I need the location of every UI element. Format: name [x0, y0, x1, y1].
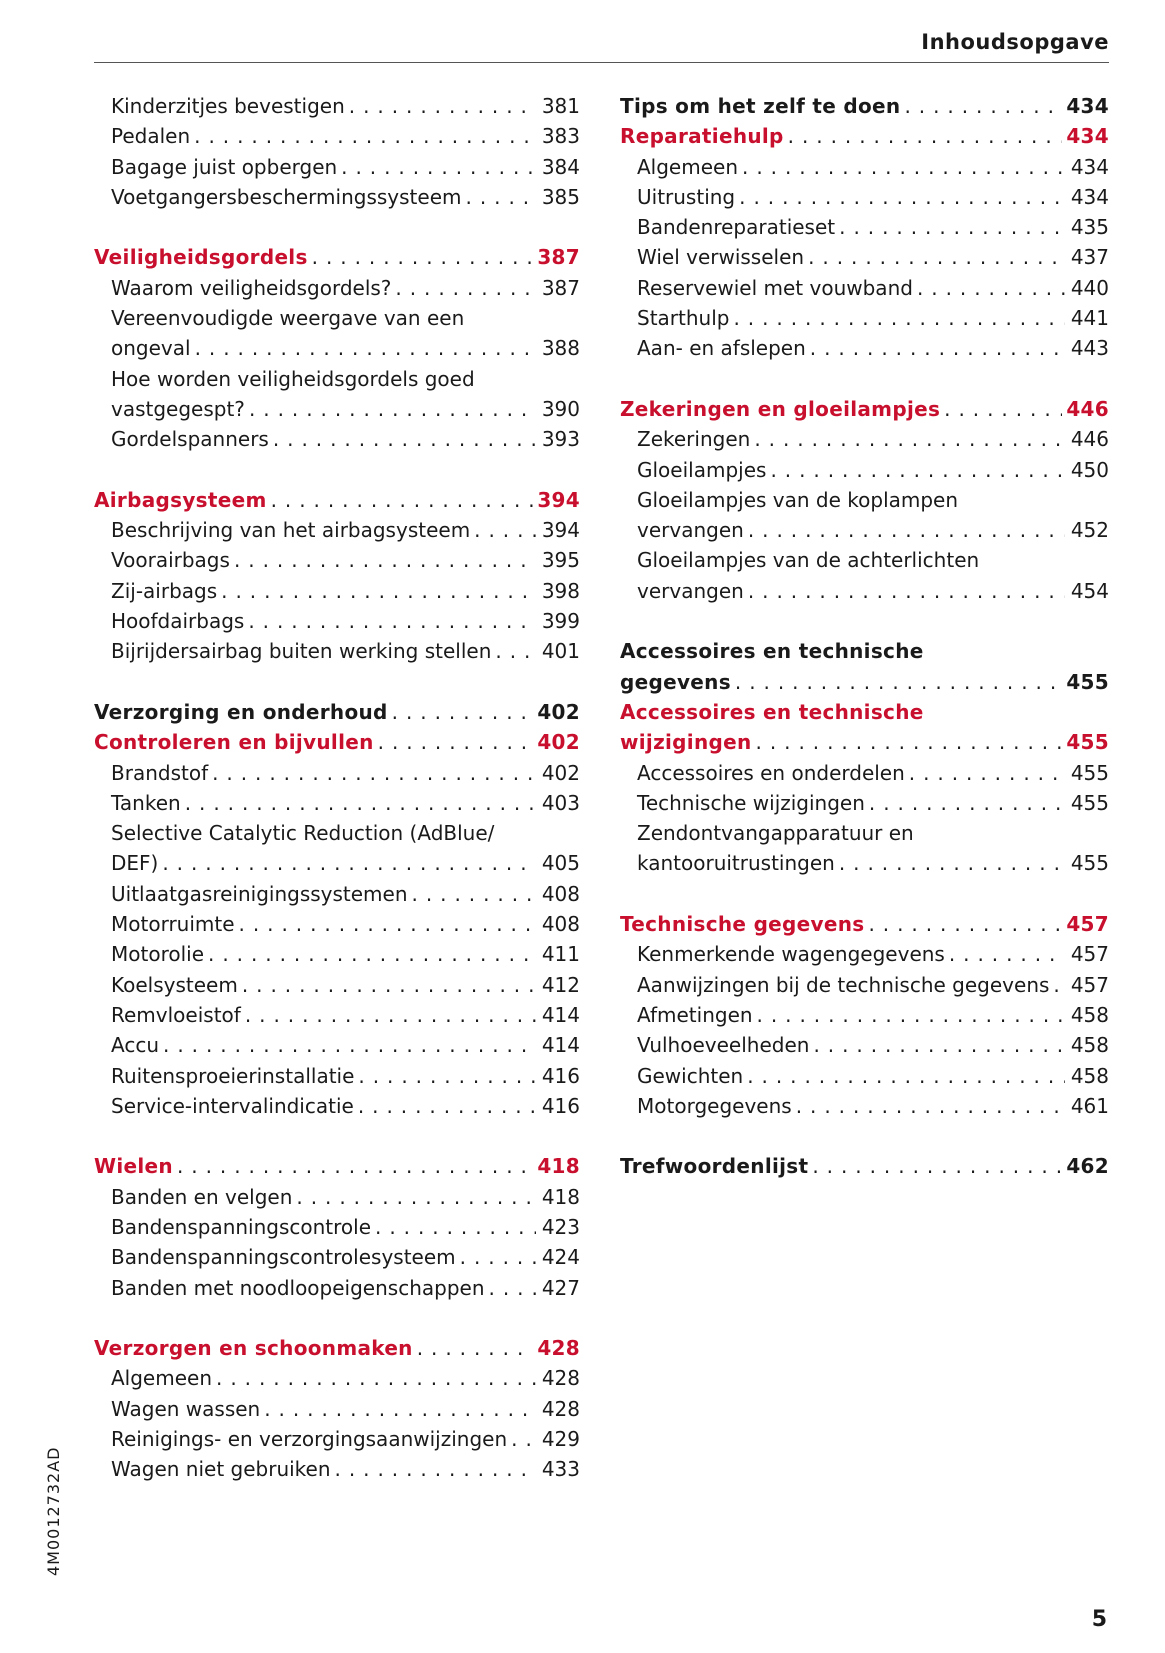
toc-entry-title: Uitlaatgasreinigingssystemen [111, 879, 408, 909]
toc-section-entry[interactable] [620, 758, 1109, 788]
dot-leader [194, 121, 536, 151]
toc-page-number: 423 [541, 1214, 580, 1239]
toc-entry-title: vervangen [637, 515, 744, 545]
toc-chapter-entry[interactable] [94, 697, 580, 727]
dot-leader [395, 273, 536, 303]
toc-chapter-entry[interactable] [620, 636, 1109, 697]
toc-page-number: 446 [1070, 427, 1109, 452]
toc-section-entry[interactable] [620, 1000, 1109, 1030]
toc-page-number: 403 [541, 790, 580, 815]
toc-chapter-entry[interactable] [620, 697, 1109, 758]
toc-entry-title: Algemeen [637, 152, 738, 182]
toc-page-number: 428 [537, 1336, 580, 1361]
toc-entry-title-line: Vereenvoudigde weergave van een [111, 306, 465, 331]
page-header-title: Inhoudsopgave [921, 30, 1109, 54]
toc-section-entry[interactable] [94, 788, 580, 818]
toc-entry-title-line: Accessoires en technische [620, 699, 924, 724]
toc-entry-title: Kinderzitjes bevestigen [111, 91, 345, 121]
toc-entry-title: Banden met noodloopeigenschappen [111, 1273, 485, 1303]
dot-leader [869, 788, 1065, 818]
dot-leader [812, 1151, 1062, 1181]
toc-page-number: 399 [541, 609, 580, 634]
dot-leader [375, 1212, 536, 1242]
dot-leader [248, 606, 536, 636]
toc-entry-title: Gewichten [637, 1061, 743, 1091]
dot-leader [813, 1030, 1065, 1060]
dot-leader [733, 303, 1065, 333]
toc-section-entry[interactable] [620, 939, 1109, 969]
dot-leader [212, 758, 536, 788]
toc-section-entry[interactable] [620, 1030, 1109, 1060]
toc-section-entry[interactable] [94, 1242, 580, 1272]
toc-section-entry[interactable] [94, 91, 580, 121]
toc-page-number: 457 [1070, 942, 1109, 967]
toc-section-entry[interactable] [620, 1091, 1109, 1121]
toc-entry-title: Uitrusting [637, 182, 735, 212]
toc-page-number: 387 [541, 275, 580, 300]
dot-leader [748, 515, 1065, 545]
dot-leader [296, 1182, 536, 1212]
toc-page-number: 435 [1070, 215, 1109, 240]
toc-entry-title-line: Hoe worden veiligheidsgordels goed [111, 366, 475, 391]
toc-entry-title: Aan- en afslepen [637, 333, 806, 363]
toc-entry-title: Trefwoordenlijst [620, 1151, 808, 1181]
toc-entry-title: wijzigingen [620, 727, 752, 757]
toc-section-entry[interactable] [94, 303, 580, 364]
toc-entry-title: Bagage juist opbergen [111, 152, 337, 182]
toc-entry-title: Zekeringen [637, 424, 750, 454]
dot-leader [163, 1030, 536, 1060]
toc-entry-title: Bandenspanningscontrolesysteem [111, 1242, 456, 1272]
dot-leader [466, 182, 537, 212]
dot-leader [489, 1273, 537, 1303]
toc-entry-title: Controleren en bijvullen [94, 727, 374, 757]
toc-page-number: 455 [1066, 730, 1109, 755]
dot-leader [754, 424, 1065, 454]
toc-section-entry[interactable] [94, 909, 580, 939]
toc-section-entry[interactable] [94, 121, 580, 151]
toc-entry-title: Motorolie [111, 939, 204, 969]
toc-section-entry[interactable] [94, 1424, 580, 1454]
toc-section-entry[interactable] [94, 1212, 580, 1242]
toc-section-entry[interactable] [94, 1363, 580, 1393]
dot-leader [216, 1363, 536, 1393]
toc-page-number: 428 [541, 1366, 580, 1391]
toc-section-entry[interactable] [620, 424, 1109, 454]
toc-entry-title: Technische wijzigingen [637, 788, 865, 818]
toc-chapter-entry[interactable] [620, 121, 1109, 151]
toc-page-number: 455 [1070, 851, 1109, 876]
toc-section-entry[interactable] [620, 545, 1109, 606]
toc-page-number: 381 [541, 94, 580, 118]
toc-page-number: 411 [541, 942, 580, 967]
toc-entry-title: Technische gegevens [620, 909, 864, 939]
toc-section-entry[interactable] [620, 485, 1109, 546]
toc-entry-title: Pedalen [111, 121, 190, 151]
toc-page-number: 429 [541, 1427, 580, 1452]
toc-section-entry[interactable] [94, 515, 580, 545]
toc-section-entry[interactable] [94, 1000, 580, 1030]
toc-page-number: 424 [541, 1245, 580, 1270]
toc-entry-title: Zij-airbags [111, 576, 217, 606]
toc-entry-title: Service-intervalindicatie [111, 1091, 354, 1121]
toc-chapter-entry[interactable] [94, 1333, 580, 1363]
toc-entry-title: Verzorgen en schoonmaken [94, 1333, 413, 1363]
toc-entry-title: ongeval [111, 333, 191, 363]
toc-section-entry[interactable] [94, 152, 580, 182]
toc-section-entry[interactable] [620, 182, 1109, 212]
toc-entry-title: Afmetingen [637, 1000, 753, 1030]
dot-leader [495, 636, 536, 666]
dot-leader [868, 909, 1062, 939]
toc-page-number: 454 [1070, 578, 1109, 603]
dot-leader [949, 939, 1065, 969]
toc-page-number: 457 [1070, 972, 1109, 997]
dot-leader [1053, 970, 1065, 1000]
dot-leader [162, 848, 536, 878]
toc-page-number: 394 [537, 487, 580, 512]
dot-leader [335, 1454, 536, 1484]
toc-entry-title: Tips om het zelf te doen [620, 91, 900, 121]
toc-entry-title: Banden en velgen [111, 1182, 292, 1212]
toc-section-entry[interactable] [620, 818, 1109, 879]
toc-page-number: 433 [541, 1457, 580, 1482]
toc-section-entry[interactable] [94, 1454, 580, 1484]
dot-leader [788, 121, 1063, 151]
toc-section-entry[interactable] [94, 576, 580, 606]
toc-page-number: 398 [541, 578, 580, 603]
toc-page-number: 441 [1070, 306, 1109, 331]
toc-page-number: 458 [1070, 1002, 1109, 1027]
toc-entry-title: Ruitensproeierinstallatie [111, 1061, 354, 1091]
toc-page-number: 462 [1066, 1154, 1109, 1179]
toc-page-number: 446 [1066, 396, 1109, 421]
toc-page-number: 416 [541, 1093, 580, 1118]
toc-section-entry[interactable] [94, 424, 580, 454]
toc-page-number: 388 [541, 336, 580, 361]
toc-section-entry[interactable] [94, 606, 580, 636]
dot-leader [739, 182, 1065, 212]
toc-entry-title-line: Gloeilampjes van de achterlichten [637, 548, 980, 573]
toc-page-number: 428 [541, 1396, 580, 1421]
toc-chapter-entry[interactable] [94, 727, 580, 757]
dot-leader [358, 1061, 536, 1091]
toc-page-number: 402 [541, 760, 580, 785]
dot-leader [747, 1061, 1065, 1091]
header-divider [94, 62, 1109, 63]
document-code: 4M0012732AD [44, 1446, 63, 1576]
toc-entry-title: Reparatiehulp [620, 121, 784, 151]
dot-leader [185, 788, 536, 818]
toc-page-number: 414 [541, 1002, 580, 1027]
dot-leader [273, 424, 536, 454]
dot-leader [358, 1091, 536, 1121]
toc-entry-title-line: Gloeilampjes van de koplampen [637, 487, 959, 512]
toc-entry-title: Accu [111, 1030, 159, 1060]
toc-entry-title: Brandstof [111, 758, 208, 788]
dot-leader [271, 485, 534, 515]
toc-entry-title: Wagen niet gebruiken [111, 1454, 331, 1484]
toc-page-number: 458 [1070, 1063, 1109, 1088]
toc-entry-title: Koelsysteem [111, 970, 238, 1000]
toc-entry-title: Motorruimte [111, 909, 235, 939]
toc-page-number: 427 [541, 1275, 580, 1300]
toc-page-number: 437 [1070, 245, 1109, 270]
dot-leader [474, 515, 536, 545]
toc-section-entry[interactable] [94, 970, 580, 1000]
toc-section-entry[interactable] [620, 152, 1109, 182]
dot-leader [208, 939, 536, 969]
toc-entry-title: Aanwijzingen bij de technische gegevens [637, 970, 1049, 1000]
toc-section-entry[interactable] [94, 1091, 580, 1121]
dot-leader [239, 909, 536, 939]
toc-chapter-entry[interactable] [94, 242, 580, 272]
toc-section-entry[interactable] [94, 1394, 580, 1424]
toc-column-right [620, 91, 1109, 1182]
toc-page-number: 457 [1066, 912, 1109, 937]
dot-leader [341, 152, 536, 182]
toc-entry-title: Hoofdairbags [111, 606, 244, 636]
dot-leader [742, 152, 1065, 182]
dot-leader [242, 970, 536, 1000]
toc-section-entry[interactable] [620, 303, 1109, 333]
toc-page-number: 408 [541, 881, 580, 906]
dot-leader [312, 242, 534, 272]
dot-leader [810, 333, 1065, 363]
toc-section-entry[interactable] [620, 333, 1109, 363]
toc-page-number: 434 [1070, 154, 1109, 179]
toc-entry-title: Wielen [94, 1151, 173, 1181]
toc-page-number: 443 [1070, 336, 1109, 361]
toc-entry-title: Wiel verwisselen [637, 242, 804, 272]
toc-entry-title: Wagen wassen [111, 1394, 260, 1424]
toc-section-entry[interactable] [94, 818, 580, 879]
dot-leader [234, 545, 536, 575]
toc-page-number: 414 [541, 1033, 580, 1058]
toc-entry-title: kantooruitrustingen [637, 848, 835, 878]
toc-section-entry[interactable] [620, 242, 1109, 272]
toc-section-entry[interactable] [94, 758, 580, 788]
toc-entry-title: Motorgegevens [637, 1091, 792, 1121]
toc-entry-title: Veiligheidsgordels [94, 242, 308, 272]
toc-page-number: 455 [1070, 790, 1109, 815]
toc-section-entry[interactable] [620, 1061, 1109, 1091]
toc-entry-title: DEF) [111, 848, 158, 878]
dot-leader [770, 455, 1065, 485]
dot-leader [245, 1000, 536, 1030]
toc-page-number: 452 [1070, 518, 1109, 543]
dot-leader [839, 848, 1065, 878]
toc-page-number: 387 [537, 245, 580, 270]
toc-page-number: 394 [541, 518, 580, 543]
dot-leader [756, 727, 1063, 757]
toc-page-number: 458 [1070, 1033, 1109, 1058]
dot-leader [177, 1151, 533, 1181]
toc-section-entry[interactable] [94, 273, 580, 303]
toc-section-entry[interactable] [620, 212, 1109, 242]
toc-page-number: 461 [1070, 1093, 1109, 1118]
dot-leader [796, 1091, 1065, 1121]
toc-entry-title: Tanken [111, 788, 181, 818]
dot-leader [264, 1394, 536, 1424]
toc-section-entry[interactable] [94, 1273, 580, 1303]
toc-section-entry[interactable] [94, 1182, 580, 1212]
dot-leader [909, 758, 1065, 788]
dot-leader [735, 667, 1062, 697]
toc-entry-title: Verzorging en onderhoud [94, 697, 388, 727]
toc-entry-title-line: Selective Catalytic Reduction (AdBlue/ [111, 821, 495, 846]
toc-page-number: 393 [541, 427, 580, 452]
toc-entry-title: Airbagsysteem [94, 485, 267, 515]
toc-entry-title: Algemeen [111, 1363, 212, 1393]
toc-entry-title: Starthulp [637, 303, 729, 333]
dot-leader [839, 212, 1065, 242]
toc-entry-title-line: Accessoires en technische [620, 639, 924, 664]
toc-page-number: 418 [537, 1154, 580, 1179]
toc-chapter-entry[interactable] [94, 485, 580, 515]
toc-section-entry[interactable] [94, 182, 580, 212]
toc-page-number: 402 [537, 730, 580, 755]
toc-chapter-entry[interactable] [620, 1151, 1109, 1181]
toc-chapter-entry[interactable] [94, 1151, 580, 1181]
toc-entry-title: Reinigings- en verzorgingsaanwijzingen [111, 1424, 507, 1454]
dot-leader [460, 1242, 536, 1272]
toc-chapter-entry[interactable] [620, 394, 1109, 424]
toc-entry-title: Bijrijdersairbag buiten werking stellen [111, 636, 491, 666]
toc-page-number: 401 [541, 639, 580, 664]
toc-entry-title-line: Zendontvangapparatuur en [637, 821, 914, 846]
toc-entry-title: vervangen [637, 576, 744, 606]
toc-page-number: 412 [541, 972, 580, 997]
toc-page-number: 395 [541, 548, 580, 573]
toc-page-number: 402 [537, 699, 580, 724]
toc-page-number: 418 [541, 1184, 580, 1209]
toc-section-entry[interactable] [94, 1030, 580, 1060]
dot-leader [417, 1333, 534, 1363]
dot-leader [511, 1424, 536, 1454]
toc-section-entry[interactable] [94, 939, 580, 969]
toc-entry-title: Remvloeistof [111, 1000, 241, 1030]
toc-entry-title: Bandenreparatieset [637, 212, 835, 242]
toc-entry-title: Kenmerkende wagengegevens [637, 939, 945, 969]
toc-page-number: 440 [1070, 275, 1109, 300]
toc-page-number: 455 [1070, 760, 1109, 785]
toc-section-entry[interactable] [620, 455, 1109, 485]
dot-leader [808, 242, 1065, 272]
dot-leader [944, 394, 1062, 424]
dot-leader [917, 273, 1065, 303]
toc-page-number: 408 [541, 912, 580, 937]
toc-entry-title: Bandenspanningscontrole [111, 1212, 371, 1242]
dot-leader [221, 576, 536, 606]
toc-page-number: 450 [1070, 457, 1109, 482]
toc-entry-title: gegevens [620, 667, 731, 697]
toc-entry-title: vastgegespt? [111, 394, 245, 424]
dot-leader [349, 91, 536, 121]
toc-page-number: 455 [1066, 669, 1109, 694]
toc-section-entry[interactable] [94, 636, 580, 666]
toc-entry-title: Accessoires en onderdelen [637, 758, 905, 788]
toc-column-left [94, 91, 580, 1485]
toc-section-entry[interactable] [94, 879, 580, 909]
toc-page-number: 390 [541, 396, 580, 421]
toc-entry-title: Zekeringen en gloeilampjes [620, 394, 940, 424]
toc-page-number: 405 [541, 851, 580, 876]
toc-section-entry[interactable] [94, 1061, 580, 1091]
toc-entry-title: Gordelspanners [111, 424, 269, 454]
dot-leader [195, 333, 536, 363]
toc-section-entry[interactable] [94, 364, 580, 425]
toc-page-number: 434 [1066, 124, 1109, 149]
dot-leader [249, 394, 536, 424]
dot-leader [904, 91, 1062, 121]
toc-page-number: 434 [1070, 184, 1109, 209]
toc-entry-title: Voorairbags [111, 545, 230, 575]
toc-section-entry[interactable] [620, 273, 1109, 303]
dot-leader [748, 576, 1065, 606]
toc-entry-title: Waarom veiligheidsgordels? [111, 273, 391, 303]
toc-entry-title: Voetgangersbeschermingssysteem [111, 182, 462, 212]
page-number: 5 [1091, 1607, 1107, 1632]
toc-section-entry[interactable] [94, 545, 580, 575]
toc-chapter-entry[interactable] [620, 91, 1109, 121]
toc-page-number: 385 [541, 184, 580, 209]
toc-section-entry[interactable] [620, 970, 1109, 1000]
toc-entry-title: Reservewiel met vouwband [637, 273, 913, 303]
toc-chapter-entry[interactable] [620, 909, 1109, 939]
dot-leader [757, 1000, 1065, 1030]
toc-entry-title: Gloeilampjes [637, 455, 766, 485]
dot-leader [392, 697, 534, 727]
toc-entry-title: Beschrijving van het airbagsysteem [111, 515, 470, 545]
toc-page-number: 434 [1066, 94, 1109, 118]
toc-page-number: 384 [541, 154, 580, 179]
dot-leader [412, 879, 536, 909]
dot-leader [378, 727, 534, 757]
toc-entry-title: Vulhoeveelheden [637, 1030, 809, 1060]
toc-section-entry[interactable] [620, 788, 1109, 818]
toc-page-number: 416 [541, 1063, 580, 1088]
toc-page-number: 383 [541, 124, 580, 149]
